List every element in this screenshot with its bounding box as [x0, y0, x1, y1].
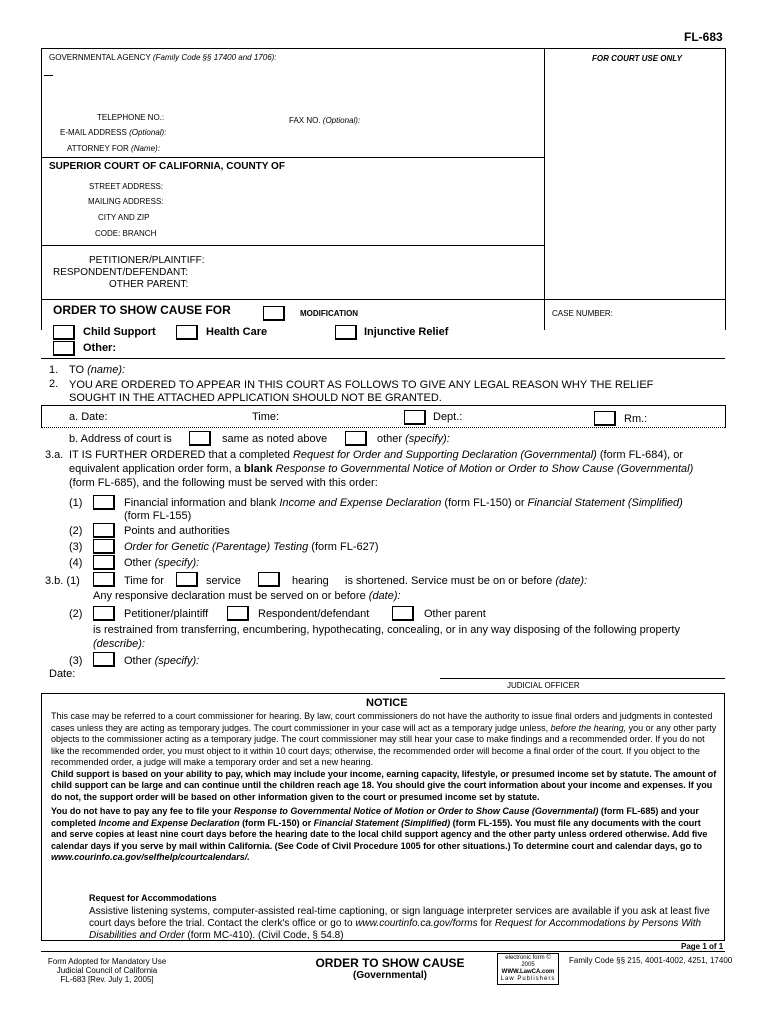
child-support-checkbox[interactable] [53, 325, 75, 340]
hearing-checkbox[interactable] [258, 572, 280, 587]
item-3a-number: 3.a. [45, 449, 64, 461]
notice-title: NOTICE [366, 697, 408, 709]
sub-item-4-number: (4) [69, 557, 83, 569]
attorney-label: ATTORNEY FOR (Name): [67, 144, 160, 153]
sub-item-1-number: (1) [69, 497, 83, 509]
code-branch-label: CODE: BRANCH [95, 229, 157, 238]
describe-label: (describe): [93, 638, 145, 650]
time-for-label: Time for [124, 575, 164, 587]
city-zip-label: CITY AND ZIP [98, 213, 150, 222]
other-address-checkbox[interactable] [345, 431, 367, 446]
form-adopted-1: Form Adopted for Mandatory Use [47, 957, 167, 966]
family-code-reference: Family Code §§ 215, 4001-4002, 4251, 17400 [569, 956, 733, 965]
other-parent-checkbox[interactable] [392, 606, 414, 621]
health-care-label: Health Care [206, 326, 268, 338]
financial-info-line-1: Financial information and blank Income and Expense Declaration (form FL-150) or Financial Statement (Simplified) [124, 497, 683, 509]
time-for-checkbox[interactable] [93, 572, 115, 587]
accommodations-title: Request for Accommodations [89, 893, 217, 903]
sub-item-3b2-number: (2) [69, 608, 83, 620]
court-address-label: b. Address of court is [69, 433, 172, 445]
petitioner-label: PETITIONER/PLAINTIFF: [89, 255, 205, 266]
other-4-label: Other (specify): [124, 557, 200, 569]
restrained-text: is restrained from transferring, encumbering, hypothecating, concealing, or in any way disposing of the following property [93, 624, 680, 636]
agency-label: GOVERNMENTAL AGENCY (Family Code §§ 17400 and 1706): [49, 53, 277, 62]
petitioner-restrained-label: Petitioner/plaintiff [124, 608, 209, 620]
injunctive-relief-label: Injunctive Relief [364, 326, 449, 338]
to-name-label: TO (name): [69, 364, 126, 376]
genetic-testing-label: Order for Genetic (Parentage) Testing (form FL-627) [124, 541, 379, 553]
respondent-label: RESPONDENT/DEFENDANT: [53, 267, 189, 278]
sub-item-3-number: (3) [69, 541, 83, 553]
notice-body [51, 711, 717, 864]
case-number-label: CASE NUMBER: [552, 309, 613, 318]
item-2-text-2: SOUGHT IN THE ATTACHED APPLICATION SHOULD NOT BE GRANTED. [69, 392, 442, 404]
item-2-text-1: YOU ARE ORDERED TO APPEAR IN THIS COURT AS FOLLOWS TO GIVE ANY LEGAL REASON WHY THE RELIEF [69, 379, 654, 391]
service-label: service [206, 575, 241, 587]
notice-paragraph-2: Child support is based on your ability to pay, which may include your income, earning capacity, lifestyle, or presumed income set by statute. The amount of child support can be large and can continue until the children reach age 18. You should give the court information about your income and expenses. If you do not, the support order will be based on other information given to the court or presumed income set by statute. [51, 768, 717, 802]
sub-item-2-number: (2) [69, 525, 83, 537]
financial-info-checkbox[interactable] [93, 495, 115, 510]
item-3a-line-2: equivalent application order form, a blank Response to Governmental Notice of Motion or Order to Show Cause (Governmental) [69, 463, 694, 475]
street-address-label: STREET ADDRESS: [89, 182, 164, 191]
modification-label: MODIFICATION [300, 309, 359, 318]
order-title: ORDER TO SHOW CAUSE FOR [53, 303, 231, 317]
respondent-checkbox[interactable] [227, 606, 249, 621]
item-3a-line-1: IT IS FURTHER ORDERED that a completed Request for Order and Supporting Declaration (Governmental) (form FL-684), or [69, 449, 683, 461]
email-label: E-MAIL ADDRESS (Optional): [60, 128, 167, 137]
responsive-declaration-text: Any responsive declaration must be served on or before (date): [93, 590, 401, 602]
form-adopted-2: Judicial Council of California [56, 966, 158, 975]
law-publishers-logo: electronic form © 2005 WWW.LawCA.com Law Publishers [497, 953, 559, 985]
telephone-label: TELEPHONE NO.: [97, 113, 165, 122]
judicial-officer-label: JUDICIAL OFFICER [507, 681, 580, 690]
court-use-label: FOR COURT USE ONLY [592, 54, 682, 63]
notice-paragraph-1: This case may be referred to a court commissioner for hearing. By law, court commissioners do not have the authority to issue final orders and judgments in contested cases unless they are acting as temporary judges. The court commissioner in your case will act as a temporary judge unless, before the hearing, you or any other party objects to the commissioner acting as a temporary judge. The court commissioner may still hear your case to make findings and a recommended order. If you do not like the recommended order, you must object to it within 10 court days; otherwise, the recommended order will become a final order of the court. If you object to the recommended order, a judge will make a temporary order and set a new hearing. [51, 711, 717, 767]
injunctive-relief-checkbox[interactable] [335, 325, 357, 340]
item-2-number: 2. [49, 378, 59, 390]
health-care-checkbox[interactable] [176, 325, 198, 340]
hearing-time-label: Time: [252, 411, 280, 423]
points-authorities-label: Points and authorities [124, 525, 230, 537]
genetic-testing-checkbox[interactable] [93, 539, 115, 554]
fax-label: FAX NO. (Optional): [289, 116, 361, 125]
other-3-label: Other (specify): [124, 655, 200, 667]
same-as-above-checkbox[interactable] [189, 431, 211, 446]
room-label: Rm.: [624, 413, 648, 425]
shortened-text: is shortened. Service must be on or before (date): [345, 575, 588, 587]
accommodations-line-1: Assistive listening systems, computer-assisted real-time captioning, or sign language interpreter services are available if you ask at least five [89, 906, 710, 917]
signature-date-label: Date: [49, 668, 76, 680]
page-number: Page 1 of 1 [681, 942, 724, 951]
financial-info-line-2: (form FL-155) [124, 510, 192, 522]
points-authorities-checkbox[interactable] [93, 523, 115, 538]
form-adopted-3: FL-683 [Rev. July 1, 2005] [60, 975, 154, 984]
notice-paragraph-3: You do not have to pay any fee to file your Response to Governmental Notice of Motion or Order to Show Cause (Governmental) (form FL-685) and your completed Income and Expense Declaration (form FL-150) or Financial Statement (Simplified) (form FL-155). You must file any documents with the court and serve copies at least nine court days before the hearing date to the local child support agency and the other party unless ordered otherwise. Add five calendar days if you serve by mail within California. (See Code of Civil Procedure 1005 for other situations.) To determine court and calendar days, go to www.courinfo.ca.gov/selfhelp/courtcalendars/. [51, 806, 708, 862]
service-checkbox[interactable] [176, 572, 198, 587]
room-checkbox[interactable] [594, 411, 616, 426]
footer-title: ORDER TO SHOW CAUSE [315, 956, 465, 970]
accommodations-line-2: court days before the trial. Contact the clerk's office or go to www.courtinfo.ca.gov/forms for Request for Accommodations by Persons With [89, 918, 702, 929]
footer-subtitle: (Governmental) [353, 970, 427, 981]
other-order-checkbox[interactable] [53, 341, 75, 356]
court-title: SUPERIOR COURT OF CALIFORNIA, COUNTY OF [49, 161, 285, 172]
item-3a-line-3: (form FL-685), and the following must be served with this order: [69, 477, 378, 489]
sub-item-3b3-number: (3) [69, 655, 83, 667]
item-3b-number: 3.b. (1) [45, 575, 80, 587]
mailing-address-label: MAILING ADDRESS: [88, 197, 164, 206]
other-address-label: other (specify): [377, 433, 450, 445]
hearing-date-label: a. Date: [69, 411, 108, 423]
dept-label: Dept.: [433, 411, 463, 423]
other-4-checkbox[interactable] [93, 555, 115, 570]
dept-checkbox[interactable] [404, 410, 426, 425]
other-3-checkbox[interactable] [93, 652, 115, 667]
item-1-number: 1. [49, 364, 59, 376]
same-as-above-label: same as noted above [222, 433, 328, 445]
form-number: FL-683 [684, 30, 723, 44]
other-parent-label: OTHER PARENT: [109, 279, 189, 290]
accommodations-line-3: Disabilities and Order (form MC-410). (Civil Code, § 54.8) [89, 930, 344, 941]
other-order-label: Other: [83, 342, 116, 354]
other-parent-restrained-label: Other parent [424, 608, 486, 620]
modification-checkbox[interactable] [263, 306, 285, 321]
hearing-label: hearing [292, 575, 329, 587]
petitioner-checkbox[interactable] [93, 606, 115, 621]
respondent-restrained-label: Respondent/defendant [258, 608, 370, 620]
child-support-label: Child Support [83, 326, 156, 338]
